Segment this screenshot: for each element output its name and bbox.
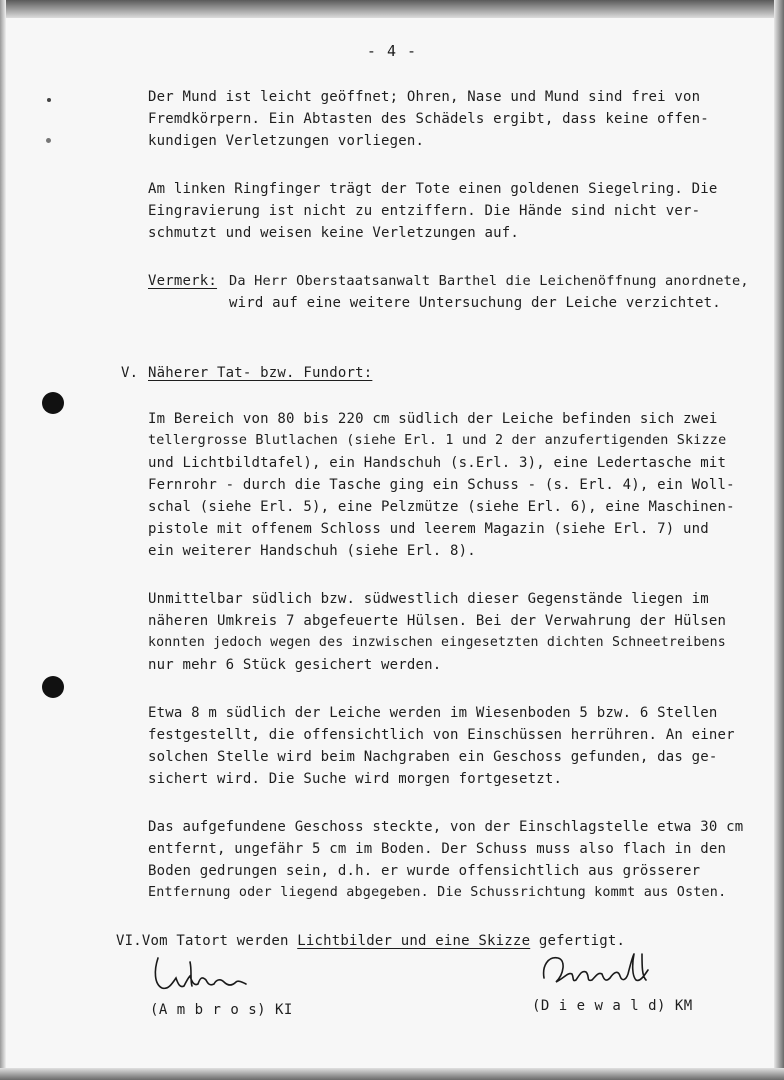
paragraph-line: ein weiterer Handschuh (siehe Erl. 8). <box>148 543 476 559</box>
paragraph-line: Boden gedrungen sein, d.h. er wurde offensichtlich aus grösserer <box>148 863 701 879</box>
paragraph-line: Fremdkörpern. Ein Abtasten des Schädels ergibt, dass keine offen- <box>148 111 709 127</box>
paragraph-line: sichert wird. Die Suche wird morgen fortgesetzt. <box>148 771 563 787</box>
signature-name-left: (A m b r o s) KI <box>150 1002 293 1018</box>
paragraph-line: Am linken Ringfinger trägt der Tote einen goldenen Siegelring. Die <box>148 181 718 197</box>
section-number: VI. <box>116 933 142 949</box>
vermerk-text: wird auf eine weitere Untersuchung der Leiche verzichtet. <box>229 295 721 311</box>
paragraph-line: näheren Umkreis 7 abgefeuerte Hülsen. Bei der Verwahrung der Hülsen <box>148 613 727 629</box>
scan-edge-left <box>0 0 6 1080</box>
paragraph-line: schal (siehe Erl. 5), eine Pelzmütze (siehe Erl. 6), eine Maschinen- <box>148 499 735 515</box>
paragraph-line: schmutzt und weisen keine Verletzungen auf. <box>148 225 520 241</box>
paragraph-line: festgestellt, die offensichtlich von Einschüssen herrühren. An einer <box>148 727 735 743</box>
paragraph-line: Unmittelbar südlich bzw. südwestlich dieser Gegenstände liegen im <box>148 591 709 607</box>
paragraph-line: konnten jedoch wegen des inzwischen eingesetzten dichten Schneetreibens <box>148 635 726 650</box>
handwritten-signature-right <box>538 948 668 992</box>
vermerk-text: Da Herr Oberstaatsanwalt Barthel die Leichenöffnung anordnete, <box>229 273 749 289</box>
paragraph-line: solchen Stelle wird beim Nachgraben ein Geschoss gefunden, das ge- <box>148 749 718 765</box>
section-number: V. <box>121 365 139 381</box>
paragraph-line: Etwa 8 m südlich der Leiche werden im Wiesenboden 5 bzw. 6 Stellen <box>148 705 718 721</box>
scan-edge-right <box>774 0 784 1080</box>
section-text: gefertigt. <box>530 933 626 949</box>
signature-name-right: (D i e w a l d) KM <box>532 998 693 1014</box>
paragraph-line: Das aufgefundene Geschoss steckte, von der Einschlagstelle etwa 30 cm <box>148 819 744 835</box>
vermerk-label: Vermerk: <box>148 273 218 289</box>
paragraph-line: Fernrohr - durch die Tasche ging ein Schuss - (s. Erl. 4), ein Woll- <box>148 477 735 493</box>
section-heading: Näherer Tat- bzw. Fundort: <box>148 365 373 381</box>
paragraph-line: und Lichtbildtafel), ein Handschuh (s.Erl. 3), eine Ledertasche mit <box>148 455 727 471</box>
scan-speck <box>47 98 51 102</box>
paragraph-line: Im Bereich von 80 bis 220 cm südlich der Leiche befinden sich zwei <box>148 411 718 427</box>
punch-hole-lower <box>42 676 64 698</box>
paragraph-line: pistole mit offenem Schloss und leerem Magazin (siehe Erl. 7) und <box>148 521 709 537</box>
punch-hole-upper <box>42 392 64 414</box>
section-text: Vom Tatort werden <box>141 933 298 949</box>
paragraph-line: Entfernung oder liegend abgegeben. Die Schussrichtung kommt aus Osten. <box>148 885 727 900</box>
section-text-underlined: Lichtbilder und eine Skizze <box>297 933 531 949</box>
paragraph-line: kundigen Verletzungen vorliegen. <box>148 133 425 149</box>
handwritten-signature-left <box>150 950 260 1000</box>
page-number: - 4 - <box>366 42 418 60</box>
paragraph-line: tellergrosse Blutlachen (siehe Erl. 1 und 2 der anzufertigenden Skizze <box>148 433 727 448</box>
paragraph-line: Eingravierung ist nicht zu entziffern. Die Hände sind nicht ver- <box>148 203 701 219</box>
scan-edge-bottom <box>0 1068 784 1080</box>
paragraph-line: Der Mund ist leicht geöffnet; Ohren, Nase und Mund sind frei von <box>148 89 701 105</box>
scan-edge-top <box>0 0 784 18</box>
paragraph-line: nur mehr 6 Stück gesichert werden. <box>148 657 442 673</box>
scan-speck <box>46 138 51 143</box>
paragraph-line: entfernt, ungefähr 5 cm im Boden. Der Schuss muss also flach in den <box>148 841 727 857</box>
